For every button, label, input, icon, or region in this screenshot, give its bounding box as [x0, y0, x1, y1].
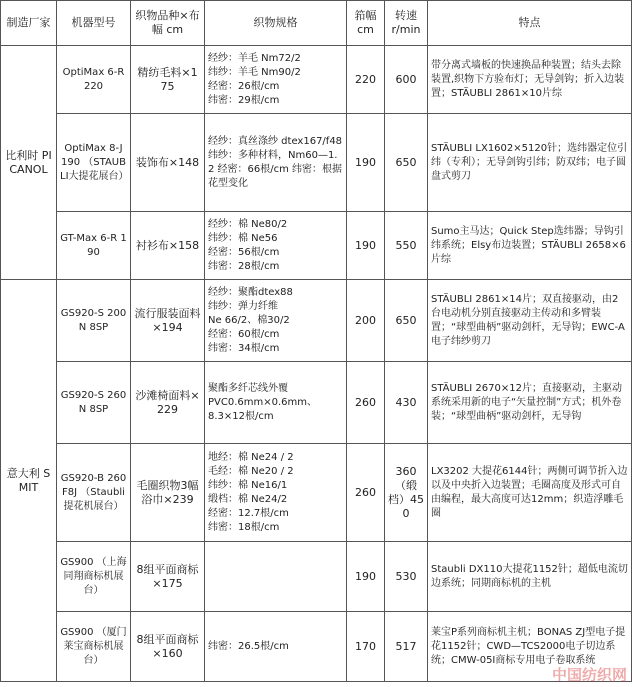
width-cell: 260: [347, 362, 385, 444]
spec-line: 纬纱：弹力纤维: [208, 300, 278, 312]
table-row: [1, 542, 632, 612]
spec-cell: [205, 542, 347, 612]
spec-cell: [205, 46, 347, 114]
model-cell: GS920-B 260 F8J （Staubli提花机展台）: [57, 444, 131, 542]
watermark: 中国纺织网: [551, 666, 627, 684]
maker-cell: 比利时 PICANOL: [1, 46, 57, 280]
speed-cell: 517: [385, 612, 428, 682]
feature-cell: Staubli DX110大提花1152针；超低电流切边系统；同期商标机的主机: [428, 542, 632, 612]
speed-cell: 650: [385, 280, 428, 362]
header-row: [1, 1, 632, 46]
feature-cell: Sumo主马达；Quick Step选纬器；导钩引纬系统；Elsy布边装置；STÄUBLI 2658×6片综: [428, 212, 632, 280]
spec-line: 经纱：真丝涤纱 dtex167/f48 纬纱：多种材料，Nm60—1.2 经密：66根/cm 纬密：根据花型变化: [208, 135, 343, 189]
spec-cell: [205, 444, 347, 542]
width-cell: 190: [347, 542, 385, 612]
maker-cell: 意大利 SMIT: [1, 280, 57, 682]
header-feature: 特点: [428, 1, 632, 46]
table-row: [1, 612, 632, 682]
spec-line: 经纱：棉 Ne80/2: [208, 218, 288, 230]
feature-cell: 带分离式墙板的快速换品种装置；结头去除装置,织物下方验布灯；无导剑钩；折入边装置；STÄUBLI 2861×10片综: [428, 46, 632, 114]
spec-cell: [205, 362, 347, 444]
width-cell: 190: [347, 114, 385, 212]
feature-cell: 莱宝P系列商标机主机；BONAS ZJ型电子提花1152针；CWD—TCS2000电子切边系统；CMW-05I商标专用电子卷取系统: [428, 612, 632, 682]
header-width: 筘幅cm: [347, 1, 385, 46]
spec-line: 纬密：26.5根/cm: [208, 640, 289, 652]
header-maker: 制造厂家: [1, 1, 57, 46]
spec-line: 纬密：18根/cm: [208, 521, 280, 533]
header-speed: 转速r/min: [385, 1, 428, 46]
spec-line: 纬密：29根/cm: [208, 94, 280, 106]
header-spec: 织物规格: [205, 1, 347, 46]
feature-cell: STÄUBLI LX1602×5120针；选纬器定位引纬（专利）；无导剑钩引纬；防双纬；电子圆盘式剪刀: [428, 114, 632, 212]
spec-line: 纬密：34根/cm: [208, 342, 280, 354]
spec-line: 纬密：28根/cm: [208, 260, 280, 272]
table-row: [1, 280, 632, 362]
spec-line: 纬纱：棉 Ne16/1: [208, 479, 288, 491]
product-cell: 装饰布×148: [131, 114, 205, 212]
spec-cell: [205, 612, 347, 682]
spec-line: 经密：56根/cm: [208, 246, 280, 258]
spec-cell: [205, 212, 347, 280]
spec-cell: [205, 114, 347, 212]
model-cell: GS900 （上海同翔商标机展台）: [57, 542, 131, 612]
product-cell: 沙滩椅面料×229: [131, 362, 205, 444]
model-cell: OptiMax 6-R 220: [57, 46, 131, 114]
width-cell: 200: [347, 280, 385, 362]
model-cell: GT-Max 6-R 190: [57, 212, 131, 280]
table-row: [1, 362, 632, 444]
table-row: [1, 212, 632, 280]
width-cell: 220: [347, 46, 385, 114]
product-cell: 8组平面商标×175: [131, 542, 205, 612]
spec-line: 经纱：聚酯dtex88: [208, 286, 293, 298]
product-cell: 衬衫布×158: [131, 212, 205, 280]
header-model: 机器型号: [57, 1, 131, 46]
product-cell: 8组平面商标×160: [131, 612, 205, 682]
spec-line: 经纱：羊毛 Nm72/2: [208, 52, 301, 64]
spec-line: Ne 66/2、棉30/2: [208, 314, 290, 326]
spec-line: 纬纱：棉 Ne56: [208, 232, 278, 244]
product-cell: 毛圈织物3幅浴巾×239: [131, 444, 205, 542]
spec-line: 纬纱：羊毛 Nm90/2: [208, 66, 301, 78]
table-row: [1, 444, 632, 542]
spec-line: 缎档：棉 Ne24/2: [208, 493, 288, 505]
spec-line: PVC0.6mm×0.6mm、: [208, 396, 318, 408]
feature-cell: STÄUBLI 2670×12片；直接驱动，主驱动系统采用新的电子“矢量控制”方式；机外卷装；“球型曲柄”驱动剑杆，无导钩: [428, 362, 632, 444]
model-cell: OptiMax 8-J 190 （STAUBLI大提花展台）: [57, 114, 131, 212]
spec-line: 地经：棉 Ne24 / 2: [208, 451, 294, 463]
speed-cell: 600: [385, 46, 428, 114]
spec-line: 8.3×12根/cm: [208, 410, 274, 422]
table-row: [1, 114, 632, 212]
spec-line: 聚酯多纤芯线外覆: [208, 382, 288, 394]
product-cell: 精纺毛料×175: [131, 46, 205, 114]
spec-line: 经密：60根/cm: [208, 328, 280, 340]
spec-line: 毛经：棉 Ne20 / 2: [208, 465, 294, 477]
speed-cell: 550: [385, 212, 428, 280]
model-cell: GS920-S 260 N 8SP: [57, 362, 131, 444]
width-cell: 190: [347, 212, 385, 280]
model-cell: GS900 （厦门莱宝商标机展台）: [57, 612, 131, 682]
spec-cell: [205, 280, 347, 362]
speed-cell: 430: [385, 362, 428, 444]
feature-cell: STÄUBLI 2861×14片；双直接驱动，由2台电动机分别直接驱动主传动和多臂装置；“球型曲柄”驱动剑杆，无导钩；EWC-A电子纬纱剪刀: [428, 280, 632, 362]
table-row: [1, 46, 632, 114]
product-cell: 流行服装面料×194: [131, 280, 205, 362]
width-cell: 260: [347, 444, 385, 542]
spec-line: 经密：12.7根/cm: [208, 507, 289, 519]
spec-line: 经密：26根/cm: [208, 80, 280, 92]
speed-cell: 530: [385, 542, 428, 612]
speed-cell: 650: [385, 114, 428, 212]
header-product: 织物品种×布幅 cm: [131, 1, 205, 46]
model-cell: GS920-S 200 N 8SP: [57, 280, 131, 362]
width-cell: 170: [347, 612, 385, 682]
feature-cell: LX3202 大提花6144针；两侧可调节折入边以及中央折入边装置；毛圈高度及形式可自由编程，最大高度可达12mm；织造浮雕毛圈: [428, 444, 632, 542]
speed-cell: 360 （缎档）450: [385, 444, 428, 542]
